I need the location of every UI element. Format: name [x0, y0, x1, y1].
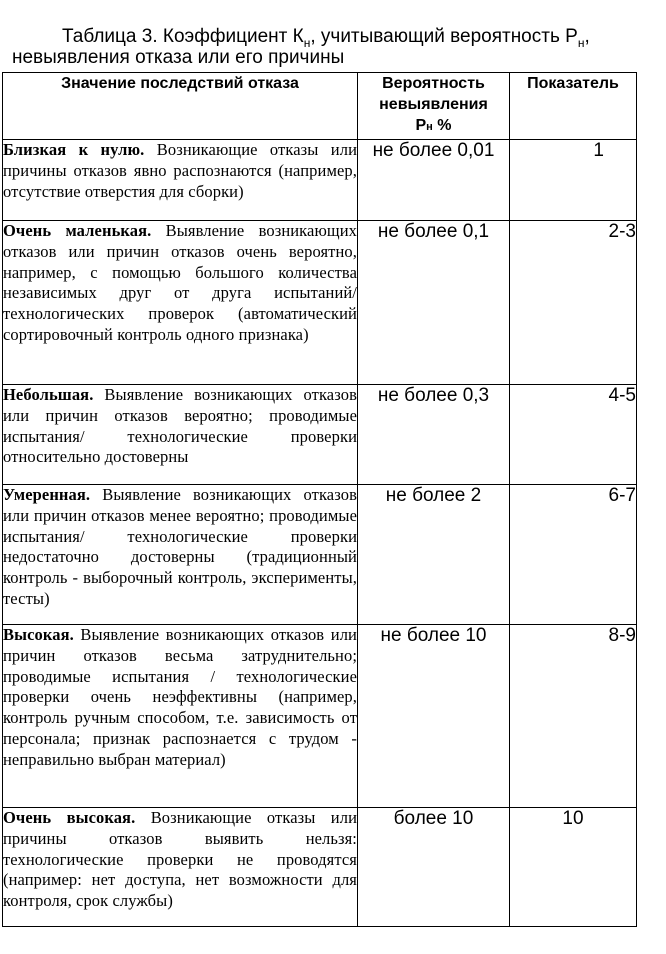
caption-text: Таблица 3. Коэффициент К — [62, 26, 304, 47]
probability-value: не более 0,3 — [358, 385, 510, 485]
probability-value: не более 0,1 — [358, 221, 510, 385]
table-row — [3, 485, 637, 625]
header-probability-symbol: Р — [415, 117, 427, 134]
header-probability — [358, 73, 510, 140]
probability-value: не более 2 — [358, 485, 510, 625]
consequence-title: Умеренная. — [3, 485, 91, 504]
consequence-text: Выявление возникающих отказов или причин отказов весьма затруднительно; проводимые испытания / технологические проверки очень неэффективны (например, контроль ручным способом, т.е. зависимость от персонала; признак распознается с трудом - неправильно выбран материал) — [3, 625, 357, 769]
score-value: 2-3 — [510, 221, 637, 385]
header-consequence-value: Значение последствий отказа — [3, 73, 358, 140]
table-row — [3, 808, 637, 927]
header-probability-unit: % — [432, 117, 452, 134]
header-probability-line1: Вероятность — [382, 75, 485, 92]
header-score: Показатель — [510, 73, 637, 140]
caption-text: , учитывающий вероятность Р — [310, 26, 578, 47]
probability-value: более 10 — [358, 808, 510, 927]
consequence-text: Возникающие отказы или причины отказов явно распознаются (например, отсутствие отверстия для сборки) — [3, 140, 357, 201]
probability-value: не более 0,01 — [358, 140, 510, 221]
score-value: 4-5 — [510, 385, 637, 485]
score-value: 10 — [510, 808, 637, 927]
caption-line-2: невыявления отказа или его причины — [12, 47, 345, 68]
caption-subscript: н — [303, 35, 311, 50]
score-value: 6-7 — [510, 485, 637, 625]
table-caption — [12, 26, 652, 68]
consequence-description — [3, 625, 358, 808]
consequence-text: Выявление возникающих отказов или причин отказов вероятно; проводимые испытания/ технологические проверки относительно достоверны — [3, 385, 357, 467]
score-value: 8-9 — [510, 625, 637, 808]
consequence-description — [3, 140, 358, 221]
caption-text: , — [584, 26, 590, 47]
probability-value: не более 10 — [358, 625, 510, 808]
score-value: 1 — [510, 140, 637, 221]
consequence-text: Выявление возникающих отказов или причин отказов менее вероятно; проводимые испытания/ технологические проверки недостаточно достоверны (традиционный контроль - выборочный контроль, эксперименты, тесты) — [3, 485, 357, 608]
coefficient-table — [2, 72, 637, 927]
table-row — [3, 625, 637, 808]
table-row — [3, 385, 637, 485]
consequence-title: Небольшая. — [3, 385, 94, 404]
consequence-title: Близкая к нулю. — [3, 140, 145, 159]
header-probability-line2: невыявления — [379, 96, 488, 113]
table-row — [3, 140, 637, 221]
caption-line-1 — [12, 26, 652, 50]
consequence-text: Возникающие отказы или причины отказов выявить нельзя: технологические проверки не проводятся (например: нет доступа, нет возможности для контроля, срок службы) — [3, 808, 357, 911]
table-header-row — [3, 73, 637, 140]
consequence-title: Высокая. — [3, 625, 74, 644]
consequence-title: Очень высокая. — [3, 808, 136, 827]
header-probability-subscript: н — [426, 121, 433, 133]
consequence-text: Выявление возникающих отказов или причин отказов очень вероятно, например, с помощью большого количества независимых друг от друга испытаний/ технологических проверок (автоматический сортировочный контроль одного признака) — [3, 221, 357, 344]
consequence-description — [3, 808, 358, 927]
table-row — [3, 221, 637, 385]
caption-subscript: н — [577, 35, 585, 50]
consequence-description — [3, 385, 358, 485]
consequence-description — [3, 485, 358, 625]
consequence-description — [3, 221, 358, 385]
consequence-title: Очень маленькая. — [3, 221, 152, 240]
